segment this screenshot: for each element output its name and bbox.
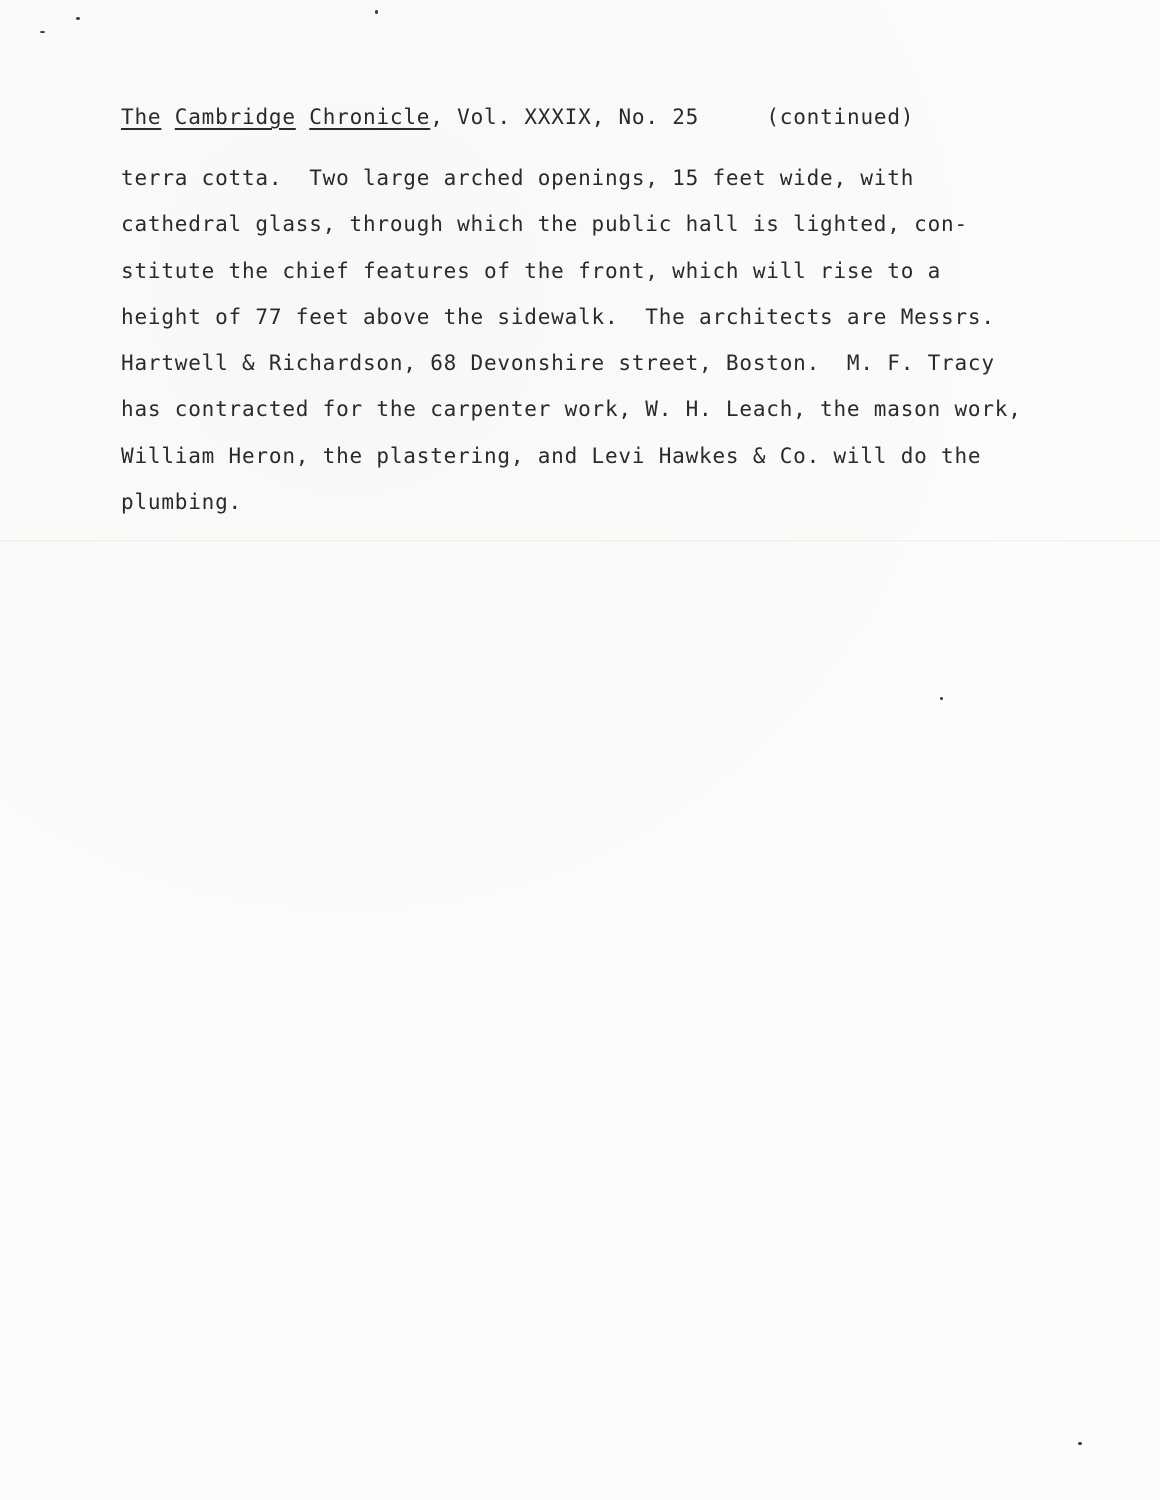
header-word-the: The bbox=[121, 105, 162, 129]
header-continued: (continued) bbox=[766, 105, 915, 129]
body-line: has contracted for the carpenter work, W. H. Leach, the mason work, bbox=[121, 397, 1022, 422]
article-body bbox=[121, 155, 1071, 525]
paper-speck bbox=[375, 10, 378, 14]
paper-speck bbox=[40, 31, 45, 33]
body-line: height of 77 feet above the sidewalk. The architects are Messrs. bbox=[121, 304, 995, 329]
paper-speck bbox=[940, 697, 943, 700]
header-word-chronicle: Chronicle bbox=[309, 105, 431, 129]
header-volume: , Vol. XXXIX, No. 25 bbox=[430, 105, 700, 129]
body-line: terra cotta. Two large arched openings, 15 feet wide, with bbox=[121, 166, 915, 190]
body-line: Hartwell & Richardson, 68 Devonshire street, Boston. M. F. Tracy bbox=[121, 351, 995, 376]
body-line: stitute the chief features of the front, which will rise to a bbox=[121, 258, 942, 283]
body-line: plumbing. bbox=[121, 490, 242, 515]
paper-speck bbox=[1078, 1442, 1082, 1445]
paper-fold-line bbox=[0, 540, 1160, 542]
body-line: William Heron, the plastering, and Levi Hawkes & Co. will do the bbox=[121, 443, 982, 468]
paper-speck bbox=[76, 17, 80, 20]
body-line: cathedral glass, through which the public hall is lighted, con- bbox=[121, 212, 968, 237]
page-header bbox=[121, 100, 914, 134]
header-word-cambridge: Cambridge bbox=[174, 105, 296, 129]
